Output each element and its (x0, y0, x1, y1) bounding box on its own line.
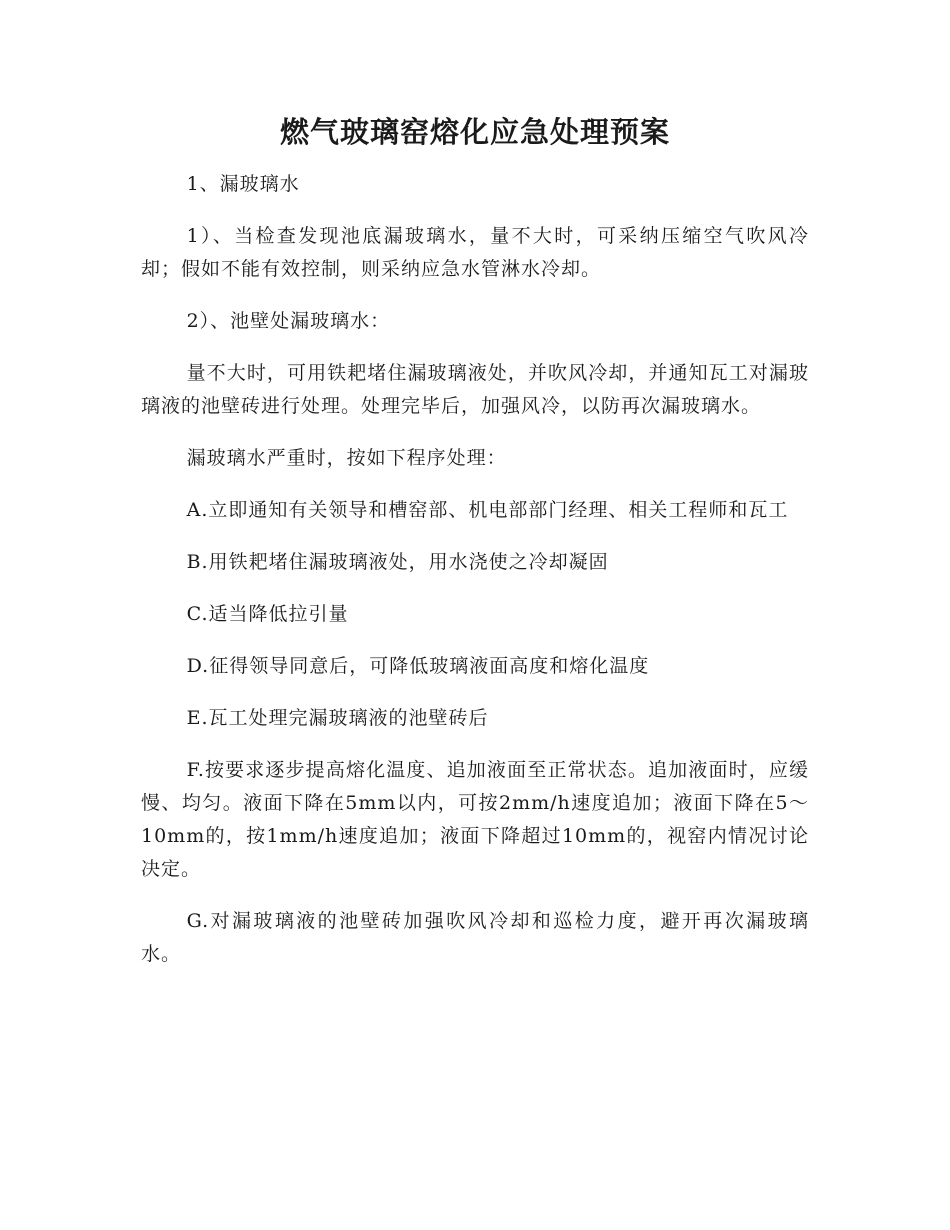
document-body (141, 168, 809, 990)
step-a: A.立即通知有关领导和槽窑部、机电部部门经理、相关工程师和瓦工 (186, 499, 789, 521)
step-f: F.按要求逐步提高熔化温度、追加液面至正常状态。追加液面时，应缓慢、均匀。液面下降在5mm以内，可按2mm/h速度追加；液面下降在5～10mm的，按1mm/h速度追加；液面下降超过10mm的，视窑内情况讨论决定。 (141, 759, 809, 880)
paragraph-minor-leak: 量不大时，可用铁耙堵住漏玻璃液处，并吹风冷却，并通知瓦工对漏玻璃液的池壁砖进行处理。处理完毕后，加强风冷，以防再次漏玻璃水。 (141, 362, 809, 417)
step-d: D.征得领导同意后，可降低玻璃液面高度和熔化温度 (186, 655, 650, 677)
step-c: C.适当降低拉引量 (186, 603, 349, 625)
step-e: E.瓦工处理完漏玻璃液的池壁砖后 (186, 707, 489, 729)
paragraph-pool-wall-heading: 2）、池壁处漏玻璃水： (186, 310, 391, 332)
paragraph-pool-bottom-leak: 1）、当检查发现池底漏玻璃水，量不大时，可采纳压缩空气吹风冷却；假如不能有效控制，则采纳应急水管淋水冷却。 (141, 225, 809, 280)
document-title: 燃气玻璃窑熔化应急处理预案 (279, 115, 670, 149)
paragraph-severe-leak-intro: 漏玻璃水严重时，按如下程序处理： (186, 447, 507, 469)
step-b: B.用铁耙堵住漏玻璃液处，用水浇使之冷却凝固 (186, 551, 609, 573)
section-heading-leak: 1、漏玻璃水 (186, 173, 300, 195)
step-g: G.对漏玻璃液的池壁砖加强吹风冷却和巡检力度，避开再次漏玻璃水。 (141, 910, 809, 965)
